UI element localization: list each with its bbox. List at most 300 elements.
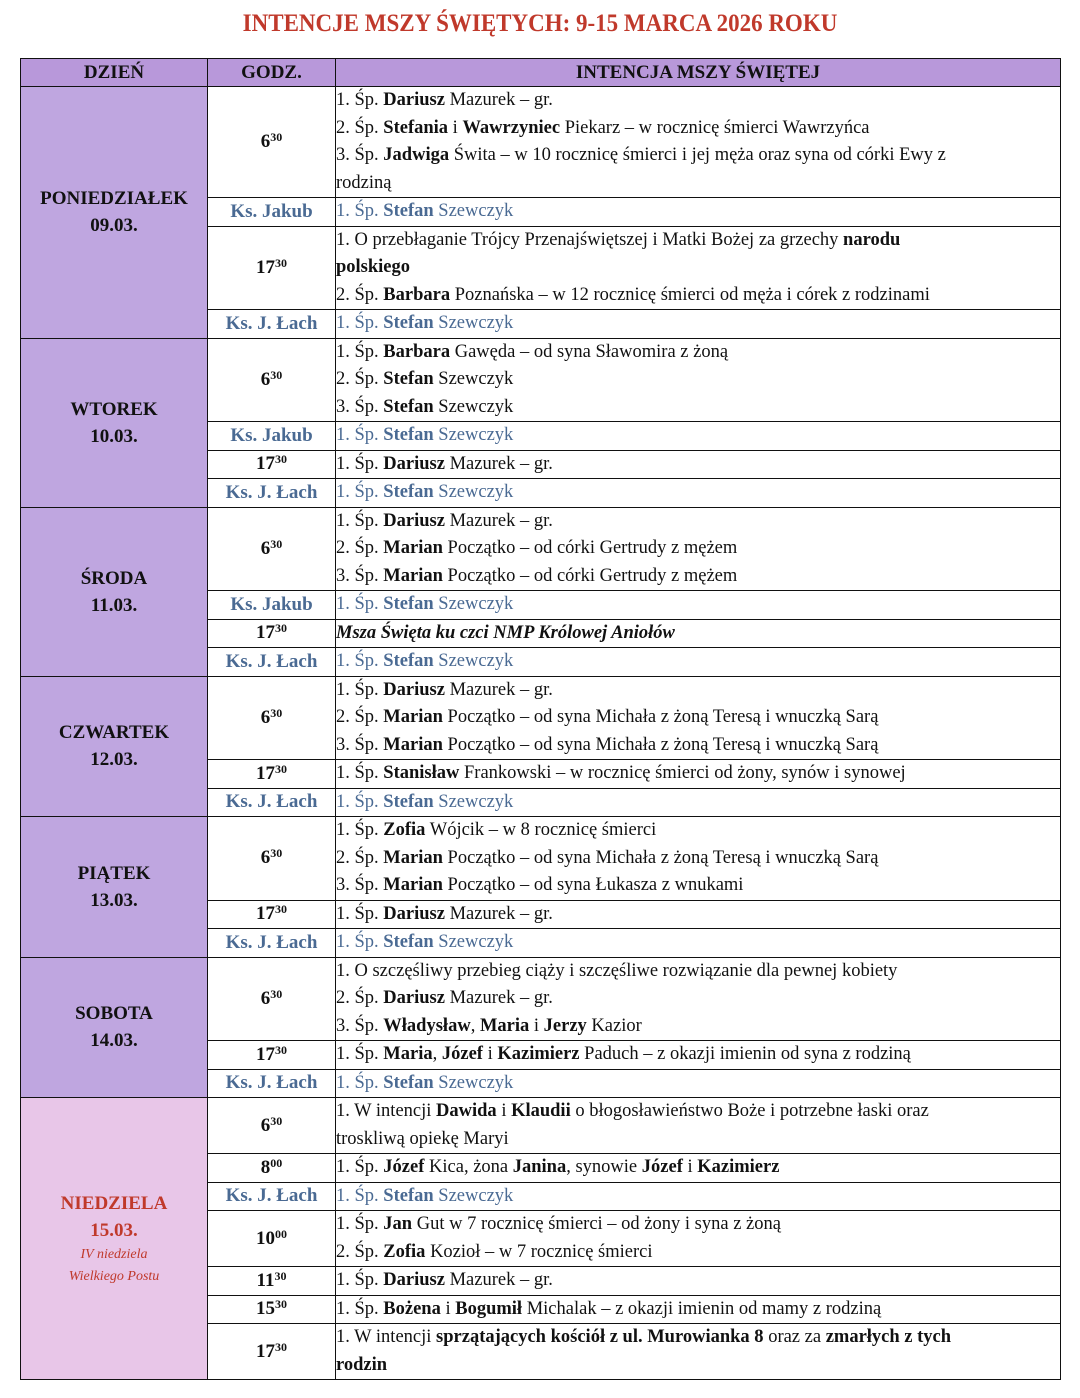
mass-time-cell <box>208 450 336 479</box>
intention-text: 1. Śp. <box>336 201 384 221</box>
day-cell <box>21 87 208 339</box>
name-emphasis: Kazimierz <box>497 1044 580 1064</box>
intention-text: Wójcik – w 8 rocznicę śmierci <box>425 820 657 840</box>
name-emphasis: Stefan <box>383 1072 434 1093</box>
intention-text: i <box>440 1298 456 1319</box>
mass-time-cell <box>208 676 336 760</box>
day-date: 09.03. <box>90 215 138 237</box>
intention-line <box>336 1296 1060 1324</box>
intention-cell <box>336 1267 1061 1296</box>
intention-text: Kozioł – w 7 rocznicę śmierci <box>425 1241 653 1262</box>
intention-line <box>336 479 1060 507</box>
intention-text: 1. Śp. <box>336 932 384 952</box>
mass-time-cell <box>208 1211 336 1267</box>
intention-cell <box>336 900 1061 929</box>
table-row <box>21 1098 1061 1154</box>
intention-cell <box>336 1211 1061 1267</box>
intention-line <box>336 929 1060 957</box>
header-intention: INTENCJA MSZY ŚWIĘTEJ <box>336 59 1061 87</box>
intention-text: Paduch – z okazji imienin od syna z rodziną <box>579 1044 911 1064</box>
intention-line <box>336 1267 1060 1295</box>
time-minutes: 30 <box>275 1297 287 1312</box>
time-minutes: 30 <box>270 986 283 1001</box>
intention-text: 1. Śp. <box>336 510 384 531</box>
mass-time-cell <box>208 1324 336 1380</box>
name-emphasis: Klaudii <box>511 1101 571 1121</box>
intention-line <box>336 115 1060 143</box>
intention-line <box>336 1070 1060 1098</box>
intention-line <box>336 508 1060 536</box>
time-hour: 6 <box>260 706 271 728</box>
time-hour: 17 <box>256 453 275 475</box>
day-name: CZWARTEK <box>58 722 170 744</box>
intention-line <box>336 901 1060 929</box>
name-emphasis: Marian <box>383 538 443 558</box>
intention-cell <box>336 957 1061 1041</box>
intention-cell <box>336 1041 1061 1070</box>
time-minutes: 30 <box>270 367 283 382</box>
intention-line <box>336 1013 1060 1041</box>
intention-text: 1. Śp. <box>336 791 384 812</box>
intention-text: Szewczyk <box>433 594 514 614</box>
intention-text: 1. Śp. <box>336 1298 384 1319</box>
name-emphasis: Dariusz <box>383 510 445 531</box>
intention-text: 3. Śp. <box>336 1015 384 1036</box>
priest-cell: Ks. J. Łach <box>208 310 336 339</box>
time-hour: 8 <box>260 1156 271 1178</box>
name-emphasis: Dawida <box>436 1101 497 1121</box>
day-cell <box>21 817 208 958</box>
mass-time-cell <box>208 619 336 648</box>
mass-intentions-table <box>20 58 1061 1380</box>
intention-text: 1. Śp. <box>336 313 384 333</box>
intention-text: 1. Śp. <box>336 820 384 840</box>
mass-time-cell <box>208 507 336 591</box>
intention-line <box>336 142 1060 170</box>
day-name: WTOREK <box>70 398 158 420</box>
intention-line <box>336 845 1060 873</box>
day-cell <box>21 676 208 817</box>
mass-time-cell <box>208 1098 336 1154</box>
intention-text: Gawęda – od syna Sławomira z żoną <box>450 341 729 362</box>
day-date: 14.03. <box>90 1030 138 1052</box>
intention-text: i <box>682 1157 698 1177</box>
day-name: ŚRODA <box>80 567 148 589</box>
priest-cell: Ks. Jakub <box>208 591 336 620</box>
intention-line <box>336 760 1060 788</box>
name-emphasis: Dariusz <box>383 453 445 474</box>
intention-cell <box>336 788 1061 817</box>
intention-line <box>336 535 1060 563</box>
intention-text: Frankowski – w rocznicę śmierci od żony, synów i synowej <box>459 763 906 783</box>
name-emphasis: Stefan <box>383 1185 434 1206</box>
day-date: 10.03. <box>90 425 138 447</box>
intention-line <box>336 422 1060 450</box>
time-hour: 17 <box>256 903 275 925</box>
intention-text: i <box>482 1044 498 1064</box>
intention-text: 1. Śp. <box>336 90 384 110</box>
intention-text: 2. Śp. <box>336 538 384 558</box>
mass-time-cell <box>208 87 336 198</box>
intention-text: i <box>529 1015 544 1036</box>
mass-time-cell <box>208 1154 336 1183</box>
intention-line <box>336 677 1060 705</box>
intention-text: 1. Śp. <box>336 482 384 502</box>
intention-text: 1. Śp. <box>336 1185 384 1206</box>
intention-text: Szewczyk <box>433 369 514 389</box>
intention-line <box>336 366 1060 394</box>
name-emphasis: Józef <box>383 1157 425 1177</box>
intention-text: 2. Śp. <box>336 1241 384 1262</box>
intention-line <box>336 339 1060 367</box>
intention-text: 2. Śp. <box>336 284 384 305</box>
intention-text: Szewczyk <box>433 932 514 952</box>
name-emphasis: Zofia <box>383 1241 426 1262</box>
time-minutes: 30 <box>274 1268 287 1283</box>
intention-line <box>336 872 1060 900</box>
intention-text: o błogosławieństwo Boże i potrzebne łaski oraz <box>570 1101 929 1121</box>
name-emphasis: Stefan <box>383 791 434 812</box>
intention-text: , <box>432 1044 442 1064</box>
intention-cell <box>336 817 1061 901</box>
name-emphasis: Stefan <box>383 932 434 952</box>
intention-text: 1. Śp. <box>336 679 384 700</box>
time-hour: 6 <box>260 847 271 869</box>
intention-text: Początko – od córki Gertrudy z mężem <box>442 538 738 558</box>
intention-line <box>336 1211 1060 1239</box>
intention-line <box>336 198 1060 226</box>
intention-cell <box>336 198 1061 227</box>
intention-line <box>336 254 1060 282</box>
intention-line <box>336 394 1060 422</box>
intention-text: Początko – od córki Gertrudy z mężem <box>442 565 738 586</box>
intention-text: 1. O szczęśliwy przebieg ciąży i szczęśliwe rozwiązanie dla pewnej kobiety <box>336 960 898 981</box>
name-emphasis: Msza Święta ku czci NMP Królowej Aniołów <box>336 622 675 643</box>
table-row <box>21 676 1061 760</box>
intention-line <box>336 591 1060 619</box>
intention-cell <box>336 450 1061 479</box>
day-date: 15.03. <box>90 1219 138 1241</box>
priest-cell: Ks. J. Łach <box>208 788 336 817</box>
name-emphasis: Władysław <box>383 1015 471 1036</box>
mass-time-cell <box>208 817 336 901</box>
mass-time-cell <box>208 957 336 1041</box>
time-minutes: 30 <box>275 1042 287 1057</box>
name-emphasis: Jerzy <box>543 1015 587 1036</box>
time-hour: 6 <box>260 368 271 390</box>
intention-text: 2. Śp. <box>336 369 384 389</box>
priest-cell: Ks. Jakub <box>208 422 336 451</box>
intention-text: 3. Śp. <box>336 145 384 165</box>
intention-text: Szewczyk <box>433 313 514 333</box>
day-date: 11.03. <box>90 594 138 616</box>
mass-time-cell <box>208 1041 336 1070</box>
name-emphasis: Stefan <box>383 594 434 614</box>
intention-text: i <box>496 1101 512 1121</box>
intention-line <box>336 1098 1060 1126</box>
intention-line <box>336 1183 1060 1211</box>
intention-line <box>336 310 1060 338</box>
intention-text: Świta – w 10 rocznicę śmierci i jej męża oraz syna od córki Ewy z <box>449 145 946 165</box>
intention-cell <box>336 87 1061 198</box>
time-minutes: 30 <box>275 902 287 917</box>
intention-text: Szewczyk <box>433 425 514 445</box>
name-emphasis: Marian <box>383 707 443 727</box>
intention-cell <box>336 760 1061 789</box>
name-emphasis: narodu <box>843 229 901 250</box>
day-name: PONIEDZIAŁEK <box>40 188 188 210</box>
priest-cell: Ks. J. Łach <box>208 929 336 958</box>
intention-line <box>336 817 1060 845</box>
intention-line <box>336 704 1060 732</box>
intention-text: rodziną <box>336 172 392 193</box>
priest-cell: Ks. J. Łach <box>208 648 336 677</box>
name-emphasis: Wawrzyniec <box>462 117 561 138</box>
intention-text: 1. Śp. <box>336 425 384 445</box>
intention-cell <box>336 1098 1061 1154</box>
header-day: DZIEŃ <box>21 59 208 87</box>
name-emphasis: Józef <box>441 1044 483 1064</box>
day-date: 12.03. <box>90 749 138 771</box>
intention-text: 2. Śp. <box>336 988 384 1008</box>
intention-text: Piekarz – w rocznicę śmierci Wawrzyńca <box>560 117 870 138</box>
intention-cell <box>336 619 1061 648</box>
time-minutes: 30 <box>270 1113 283 1128</box>
time-minutes: 00 <box>270 1155 283 1170</box>
intention-text: 1. O przebłaganie Trójcy Przenajświętszej i Matki Bożej za grzechy <box>336 229 844 250</box>
intention-cell <box>336 1295 1061 1324</box>
name-emphasis: Stefan <box>383 369 434 389</box>
intention-line <box>336 1154 1060 1182</box>
mass-time-cell <box>208 900 336 929</box>
intention-text: , <box>470 1015 480 1036</box>
intention-text: 3. Śp. <box>336 396 384 417</box>
day-cell <box>21 1098 208 1380</box>
time-hour: 17 <box>256 1340 275 1362</box>
intention-text: oraz za <box>763 1327 826 1347</box>
intention-text: 1. Śp. <box>336 341 384 362</box>
intention-text: Kica, żona <box>424 1157 513 1177</box>
time-hour: 15 <box>256 1298 275 1320</box>
intention-text: 1. Śp. <box>336 763 384 783</box>
intention-cell <box>336 226 1061 310</box>
name-emphasis: Janina <box>512 1157 567 1177</box>
name-emphasis: Stefan <box>383 482 434 502</box>
intention-line <box>336 563 1060 591</box>
mass-time-cell <box>208 760 336 789</box>
intention-cell <box>336 1324 1061 1380</box>
intention-line <box>336 620 1060 648</box>
table-row <box>21 338 1061 422</box>
name-emphasis: Stefan <box>383 651 434 671</box>
intention-text: 2. Śp. <box>336 117 384 138</box>
intention-text: 1. Śp. <box>336 1072 384 1093</box>
name-emphasis: Kazimierz <box>697 1157 780 1177</box>
time-hour: 17 <box>256 762 275 784</box>
time-hour: 17 <box>256 1043 275 1065</box>
day-cell <box>21 338 208 507</box>
name-emphasis: Stefania <box>383 117 449 138</box>
intention-text: Szewczyk <box>433 791 514 812</box>
intention-text: Mazurek – gr. <box>444 1270 553 1290</box>
intention-text: 2. Śp. <box>336 847 384 868</box>
intention-text: Szewczyk <box>433 396 514 417</box>
intention-line <box>336 1126 1060 1154</box>
intention-line <box>336 1352 1060 1380</box>
intention-text: 1. Śp. <box>336 903 384 924</box>
name-emphasis: Bogumił <box>455 1298 523 1319</box>
name-emphasis: Maria <box>479 1015 530 1036</box>
intention-text: 1. Śp. <box>336 1270 384 1290</box>
intention-text: 1. Śp. <box>336 453 384 474</box>
intention-line <box>336 1041 1060 1069</box>
name-emphasis: Dariusz <box>383 988 445 1008</box>
intention-line <box>336 451 1060 479</box>
mass-time-cell <box>208 226 336 310</box>
name-emphasis: Dariusz <box>383 903 445 924</box>
day-cell <box>21 957 208 1098</box>
priest-cell: Ks. Jakub <box>208 198 336 227</box>
intention-line <box>336 282 1060 310</box>
liturgical-note: Wielkiego Postu <box>68 1268 160 1284</box>
time-minutes: 30 <box>275 1339 287 1354</box>
time-hour: 10 <box>256 1227 275 1249</box>
intention-line <box>336 732 1060 760</box>
name-emphasis: Marian <box>383 734 443 755</box>
header-time: GODZ. <box>208 59 336 87</box>
day-name: PIĄTEK <box>77 862 151 884</box>
intention-text: Początko – od syna Michała z żoną Teresą i wnuczką Sarą <box>442 707 879 727</box>
intention-cell <box>336 929 1061 958</box>
name-emphasis: Stefan <box>383 425 434 445</box>
name-emphasis: Jan <box>383 1214 413 1234</box>
table-row <box>21 957 1061 1041</box>
name-emphasis: Stefan <box>383 396 434 417</box>
intention-line <box>336 170 1060 198</box>
table-body <box>21 87 1061 1380</box>
intention-text: Gut w 7 rocznicę śmierci – od żony i syna z żoną <box>412 1214 781 1234</box>
intention-text: Mazurek – gr. <box>444 679 553 700</box>
time-minutes: 00 <box>275 1226 287 1241</box>
intention-line <box>336 648 1060 676</box>
intention-cell <box>336 591 1061 620</box>
intention-text: Szewczyk <box>433 201 514 221</box>
priest-cell: Ks. J. Łach <box>208 1182 336 1211</box>
time-hour: 6 <box>260 131 271 152</box>
name-emphasis: zmarłych z tych <box>825 1327 952 1347</box>
time-hour: 6 <box>260 987 271 1009</box>
time-minutes: 30 <box>275 452 287 467</box>
name-emphasis: Dariusz <box>383 1270 445 1290</box>
name-emphasis: sprzątających kościół z ul. Murowianka 8 <box>436 1327 764 1347</box>
intention-text: Początko – od syna Michała z żoną Teresą i wnuczką Sarą <box>442 847 879 868</box>
intention-text: 3. Śp. <box>336 734 384 755</box>
time-minutes: 30 <box>270 536 283 551</box>
intention-text: i <box>448 117 463 138</box>
intention-text: 1. Śp. <box>336 1157 384 1177</box>
intention-cell <box>336 507 1061 591</box>
page-title: INTENCJE MSZY ŚWIĘTYCH: 9-15 MARCA 2026 ROKU <box>242 10 838 37</box>
name-emphasis: Stefan <box>383 201 434 221</box>
intention-line <box>336 985 1060 1013</box>
intention-line <box>336 958 1060 986</box>
day-date: 13.03. <box>90 889 138 911</box>
table-row <box>21 817 1061 901</box>
name-emphasis: Zofia <box>383 820 426 840</box>
intention-text: 1. Śp. <box>336 594 384 614</box>
name-emphasis: Maria <box>383 1044 433 1064</box>
table-row <box>21 507 1061 591</box>
name-emphasis: Barbara <box>383 284 451 305</box>
name-emphasis: Dariusz <box>383 90 445 110</box>
intention-text: troskliwą opiekę Maryi <box>336 1128 509 1149</box>
time-minutes: 30 <box>275 255 287 270</box>
name-emphasis: Dariusz <box>383 679 445 700</box>
time-minutes: 30 <box>270 846 283 861</box>
intention-text: Początko – od syna Michała z żoną Teresą i wnuczką Sarą <box>442 734 879 755</box>
time-minutes: 30 <box>270 705 283 720</box>
intention-line <box>336 789 1060 817</box>
time-hour: 6 <box>260 1114 271 1136</box>
intention-text: 1. Śp. <box>336 1044 384 1064</box>
intention-text: Mazurek – gr. <box>444 903 553 924</box>
name-emphasis: Stefan <box>383 313 434 333</box>
intention-text: Mazurek – gr. <box>444 453 553 474</box>
intention-cell <box>336 1182 1061 1211</box>
intention-text: Szewczyk <box>433 1072 514 1093</box>
intention-text: Mazurek – gr. <box>444 510 553 531</box>
intention-cell <box>336 648 1061 677</box>
intention-cell <box>336 1069 1061 1098</box>
time-hour: 6 <box>260 537 271 559</box>
time-minutes: 30 <box>270 130 283 144</box>
mass-time-cell <box>208 1295 336 1324</box>
mass-time-cell <box>208 338 336 422</box>
intention-text: 1. W intencji <box>336 1327 437 1347</box>
day-name: NIEDZIELA <box>60 1192 168 1214</box>
intention-text: Szewczyk <box>433 1185 514 1206</box>
name-emphasis: Jadwiga <box>383 145 450 165</box>
time-hour: 17 <box>256 622 275 644</box>
intention-text: Poznańska – w 12 rocznicę śmierci od męża i córek z rodzinami <box>450 284 930 305</box>
name-emphasis: Marian <box>383 565 443 586</box>
intention-cell <box>336 310 1061 339</box>
intention-text: Mazurek – gr. <box>444 988 553 1008</box>
intention-cell <box>336 422 1061 451</box>
priest-cell: Ks. J. Łach <box>208 479 336 508</box>
intention-cell <box>336 338 1061 422</box>
time-hour: 11 <box>256 1269 275 1291</box>
intention-text: Kazior <box>586 1015 642 1036</box>
intention-cell <box>336 1154 1061 1183</box>
table-row <box>21 87 1061 198</box>
priest-cell: Ks. J. Łach <box>208 1069 336 1098</box>
intention-cell <box>336 676 1061 760</box>
time-minutes: 30 <box>275 761 287 776</box>
intention-text: , synowie <box>566 1157 642 1177</box>
intention-text: 1. Śp. <box>336 1214 384 1234</box>
intention-text: Początko – od syna Łukasza z wnukami <box>442 875 744 895</box>
name-emphasis: Stanisław <box>383 763 460 783</box>
time-hour: 17 <box>256 256 275 278</box>
intention-text: 2. Śp. <box>336 707 384 727</box>
mass-time-cell <box>208 1267 336 1296</box>
intention-text: Szewczyk <box>433 482 514 502</box>
liturgical-note: IV niedziela <box>80 1246 148 1262</box>
intention-line <box>336 227 1060 255</box>
name-emphasis: Bożena <box>383 1298 441 1319</box>
name-emphasis: rodzin <box>336 1354 388 1375</box>
